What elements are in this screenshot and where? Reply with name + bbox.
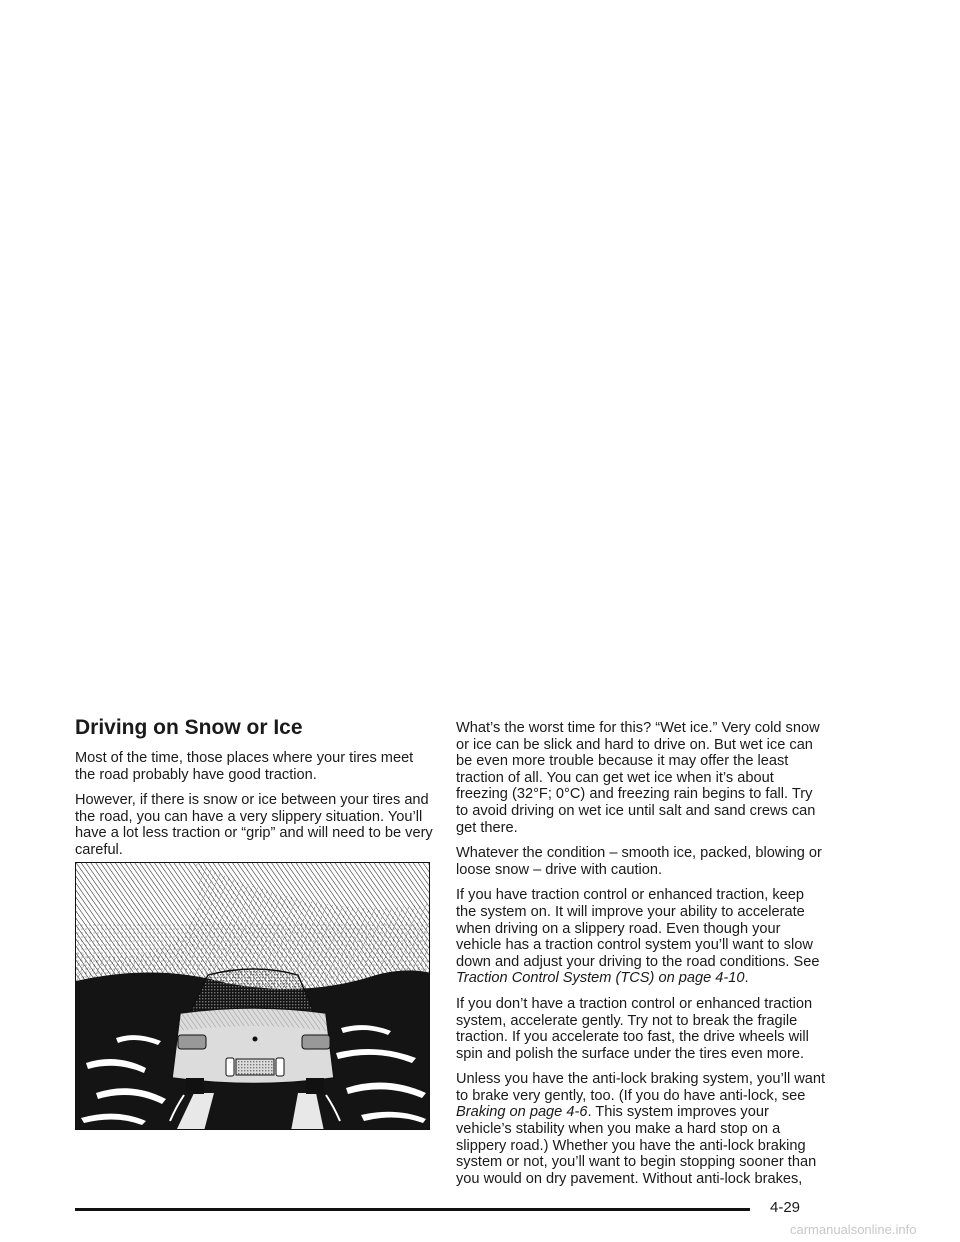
car-on-snow-illustration	[75, 862, 430, 1130]
paragraph-text: If you have traction control or enhanced traction, keep the system on. It will improve your ability to accelerate when driving on a slippery road. Even though your vehicle has a traction control system you’ll want to slow down and adjust your driving to the road conditions. See	[456, 887, 820, 970]
right-paragraph-3	[456, 887, 826, 987]
paragraph-text: Unless you have the anti-lock braking system, you’ll want to brake very gently, too. (If you do have anti-lock, see	[456, 1071, 826, 1104]
right-paragraph-4: If you don’t have a traction control or enhanced traction system, accelerate gently. Try not to break the fragile traction. If you accelerate too fast, the drive wheels will spin and polish the surface under the tires even more.	[456, 995, 813, 1062]
right-paragraph-1: What’s the worst time for this? “Wet ice.” Very cold snow or ice can be slick and hard to drive on. But wet ice can be even more trouble because it may offer the least traction of all. You can get wet ice when it’s about freezing (32°F; 0°C) and freezing rain begins to fall. Try to avoid driving on wet ice until salt and sand crews can get there.	[456, 720, 820, 836]
watermark: carmanualsonline.info	[790, 1222, 917, 1237]
left-paragraph-1: Most of the time, those places where your tires meet the road probably have good traction.	[75, 750, 414, 783]
braking-page-reference: Braking on page 4-6	[456, 1104, 588, 1121]
right-paragraph-2: Whatever the condition – smooth ice, packed, blowing or loose snow – drive with caution.	[456, 845, 822, 878]
left-paragraph-2: However, if there is snow or ice between your tires and the road, you can have a very slippery situation. You’ll have a lot less traction or “grip” and will need to be very careful.	[75, 792, 433, 858]
paragraph-text: . This system improves your vehicle’s stability when you make a hard stop on a slippery road.) Whether you have the anti-lock braking system or not, you’ll want to begin stopping sooner than you would on dry pavement. Without anti-lock brakes,	[456, 1104, 817, 1187]
car-on-snowy-road-illustration-icon	[76, 863, 430, 1130]
right-column	[456, 720, 826, 1196]
left-column	[75, 716, 437, 868]
section-heading: Driving on Snow or Ice	[75, 716, 303, 739]
paragraph-text: .	[744, 970, 749, 987]
footer-rule	[75, 1208, 750, 1211]
right-paragraph-5	[456, 1071, 826, 1187]
tcs-page-reference: Traction Control System (TCS) on page 4-10	[456, 970, 745, 987]
page-number: 4-29	[770, 1199, 801, 1216]
